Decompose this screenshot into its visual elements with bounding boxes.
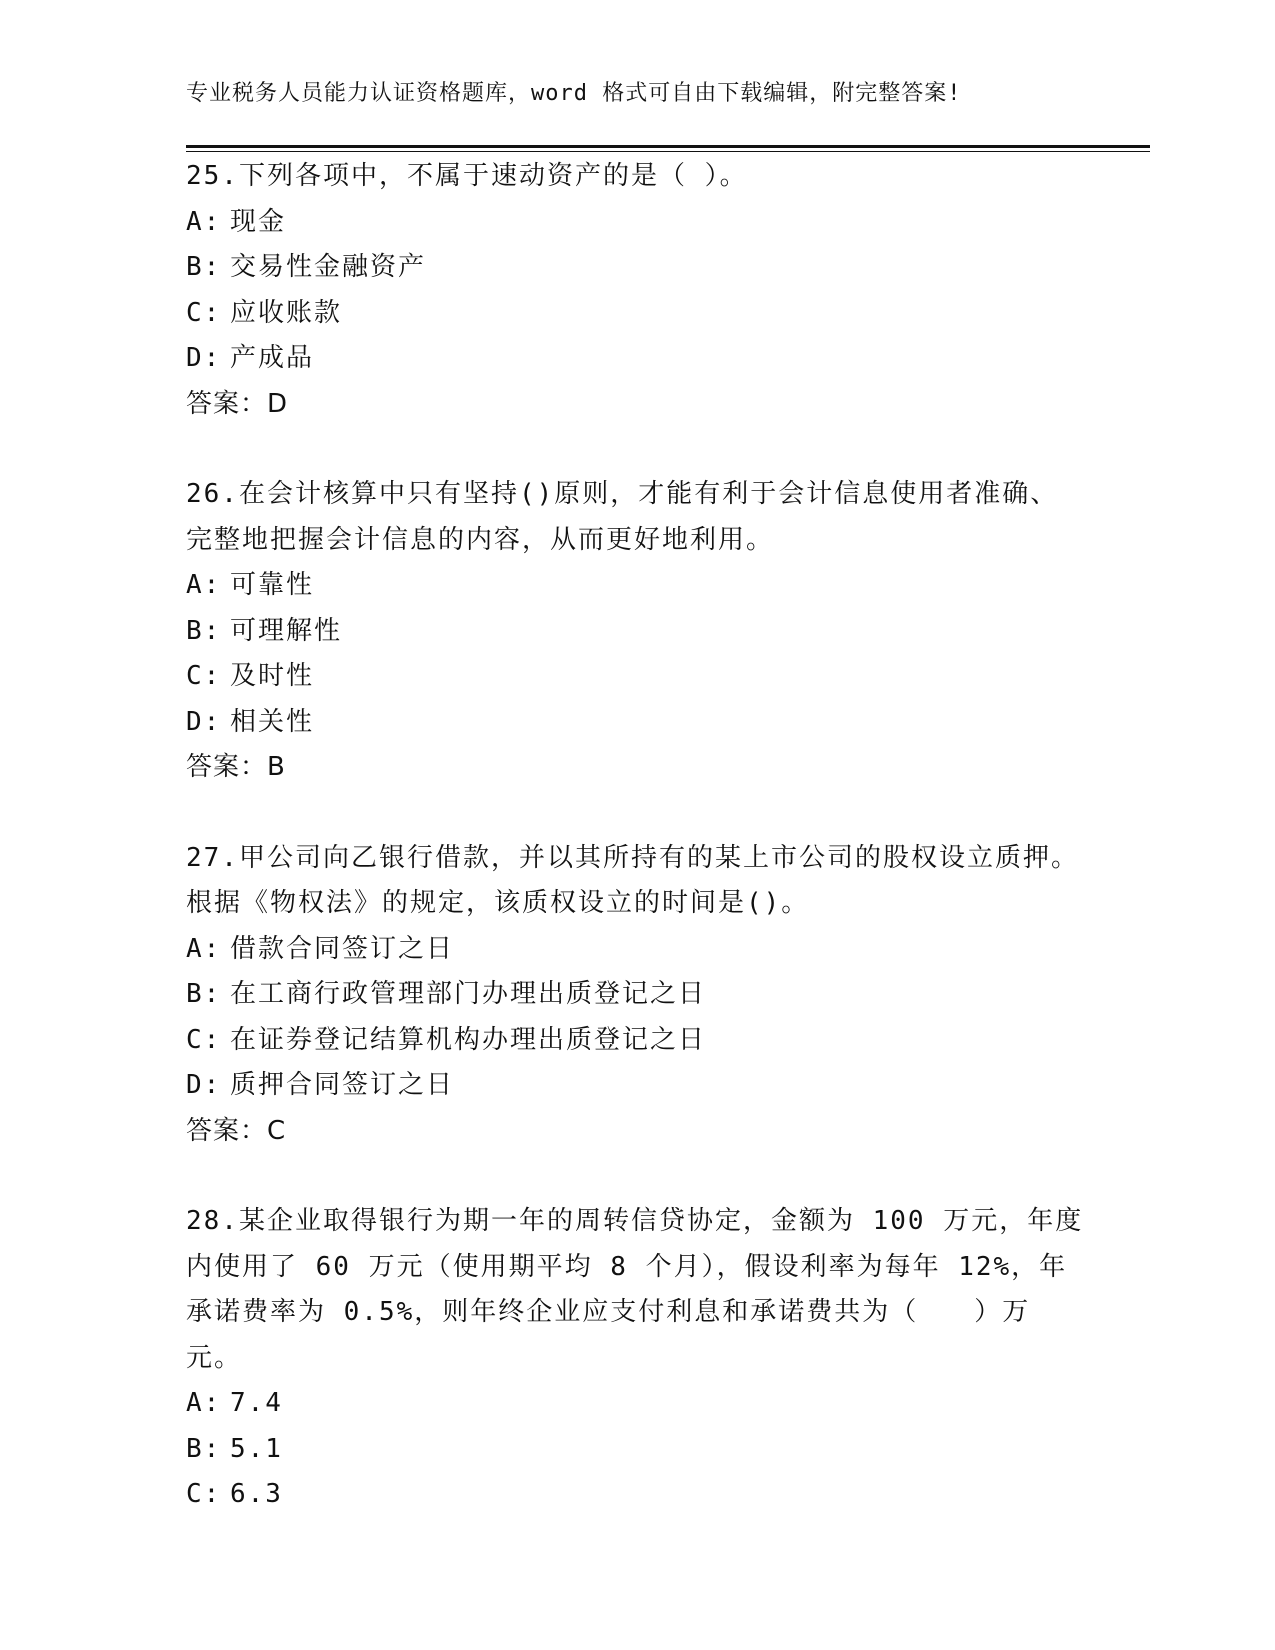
answer-line: 答案：B: [186, 752, 286, 782]
option-key: B:: [186, 979, 222, 1009]
option-text: 质押合同签订之日: [230, 1070, 455, 1100]
option-text: 交易性金融资产: [230, 252, 427, 282]
option-key: D:: [186, 706, 222, 737]
option-text: 7.4: [230, 1388, 283, 1418]
option-key: A:: [186, 570, 222, 600]
option-key: A:: [186, 206, 222, 237]
question-stem: 26.在会计核算中只有坚持()原则，才能有利于会计信息使用者准确、完整地把握会计信息的内容，从而更好地利用。: [186, 479, 1059, 555]
page-header: 专业税务人员能力认证资格题库，word 格式可自由下载编辑，附完整答案!: [186, 81, 962, 106]
option-text: 借款合同签订之日: [230, 933, 455, 964]
question-stem: 27.甲公司向乙银行借款，并以其所持有的某上市公司的股权设立质押。根据《物权法》的规定，该质权设立的时间是()。: [186, 842, 1079, 918]
option-a: [186, 1381, 1086, 1427]
option-text: 可靠性: [230, 570, 315, 600]
option-key: A:: [186, 933, 222, 964]
option-key: D:: [186, 1070, 222, 1100]
option-d: [186, 1063, 1086, 1109]
option-c: [186, 1018, 1086, 1064]
header-rule-thick: [186, 145, 1150, 148]
option-b: [186, 1427, 1086, 1473]
option-text: 6.3: [230, 1479, 283, 1509]
option-text: 5.1: [230, 1433, 283, 1464]
option-key: B:: [186, 1433, 222, 1464]
option-key: D:: [186, 343, 222, 373]
option-key: B:: [186, 615, 222, 646]
question-stem: 25.下列各项中，不属于速动资产的是（ ）。: [186, 161, 748, 191]
option-text: 可理解性: [230, 615, 343, 646]
question-stem: 28.某企业取得银行为期一年的周转信贷协定，金额为 100 万元，年度内使用了 60 万元（使用期平均 8 个月），假设利率为每年 12%，年承诺费率为 0.5%，则年终企业应支付利息和承诺费共为（ ）万元。: [186, 1206, 1084, 1373]
question-28: [186, 1199, 1086, 1518]
answer-line: 答案：D: [186, 388, 289, 419]
option-key: A:: [186, 1388, 222, 1418]
header-rule-thin: [186, 151, 1150, 152]
option-b: [186, 245, 1086, 291]
question-26: [186, 472, 1086, 791]
answer-line: 答案：C: [186, 1115, 287, 1146]
option-key: C:: [186, 661, 222, 691]
question-list: [186, 154, 1086, 1518]
option-text: 相关性: [230, 706, 315, 737]
option-a: [186, 927, 1086, 973]
option-text: 及时性: [230, 661, 315, 691]
option-a: [186, 200, 1086, 246]
option-text: 现金: [230, 206, 287, 237]
option-key: C:: [186, 297, 222, 328]
option-a: [186, 563, 1086, 609]
option-d: [186, 336, 1086, 382]
option-c: [186, 654, 1086, 700]
option-key: C:: [186, 1024, 222, 1055]
question-25: [186, 154, 1086, 427]
option-key: C:: [186, 1479, 222, 1509]
option-text: 应收账款: [230, 297, 343, 328]
question-27: [186, 836, 1086, 1155]
option-key: B:: [186, 252, 222, 282]
option-c: [186, 1472, 1086, 1518]
option-text: 在证券登记结算机构办理出质登记之日: [230, 1024, 707, 1055]
option-b: [186, 972, 1086, 1018]
option-text: 在工商行政管理部门办理出质登记之日: [230, 979, 707, 1009]
option-c: [186, 291, 1086, 337]
option-d: [186, 700, 1086, 746]
option-b: [186, 609, 1086, 655]
option-text: 产成品: [230, 343, 315, 373]
